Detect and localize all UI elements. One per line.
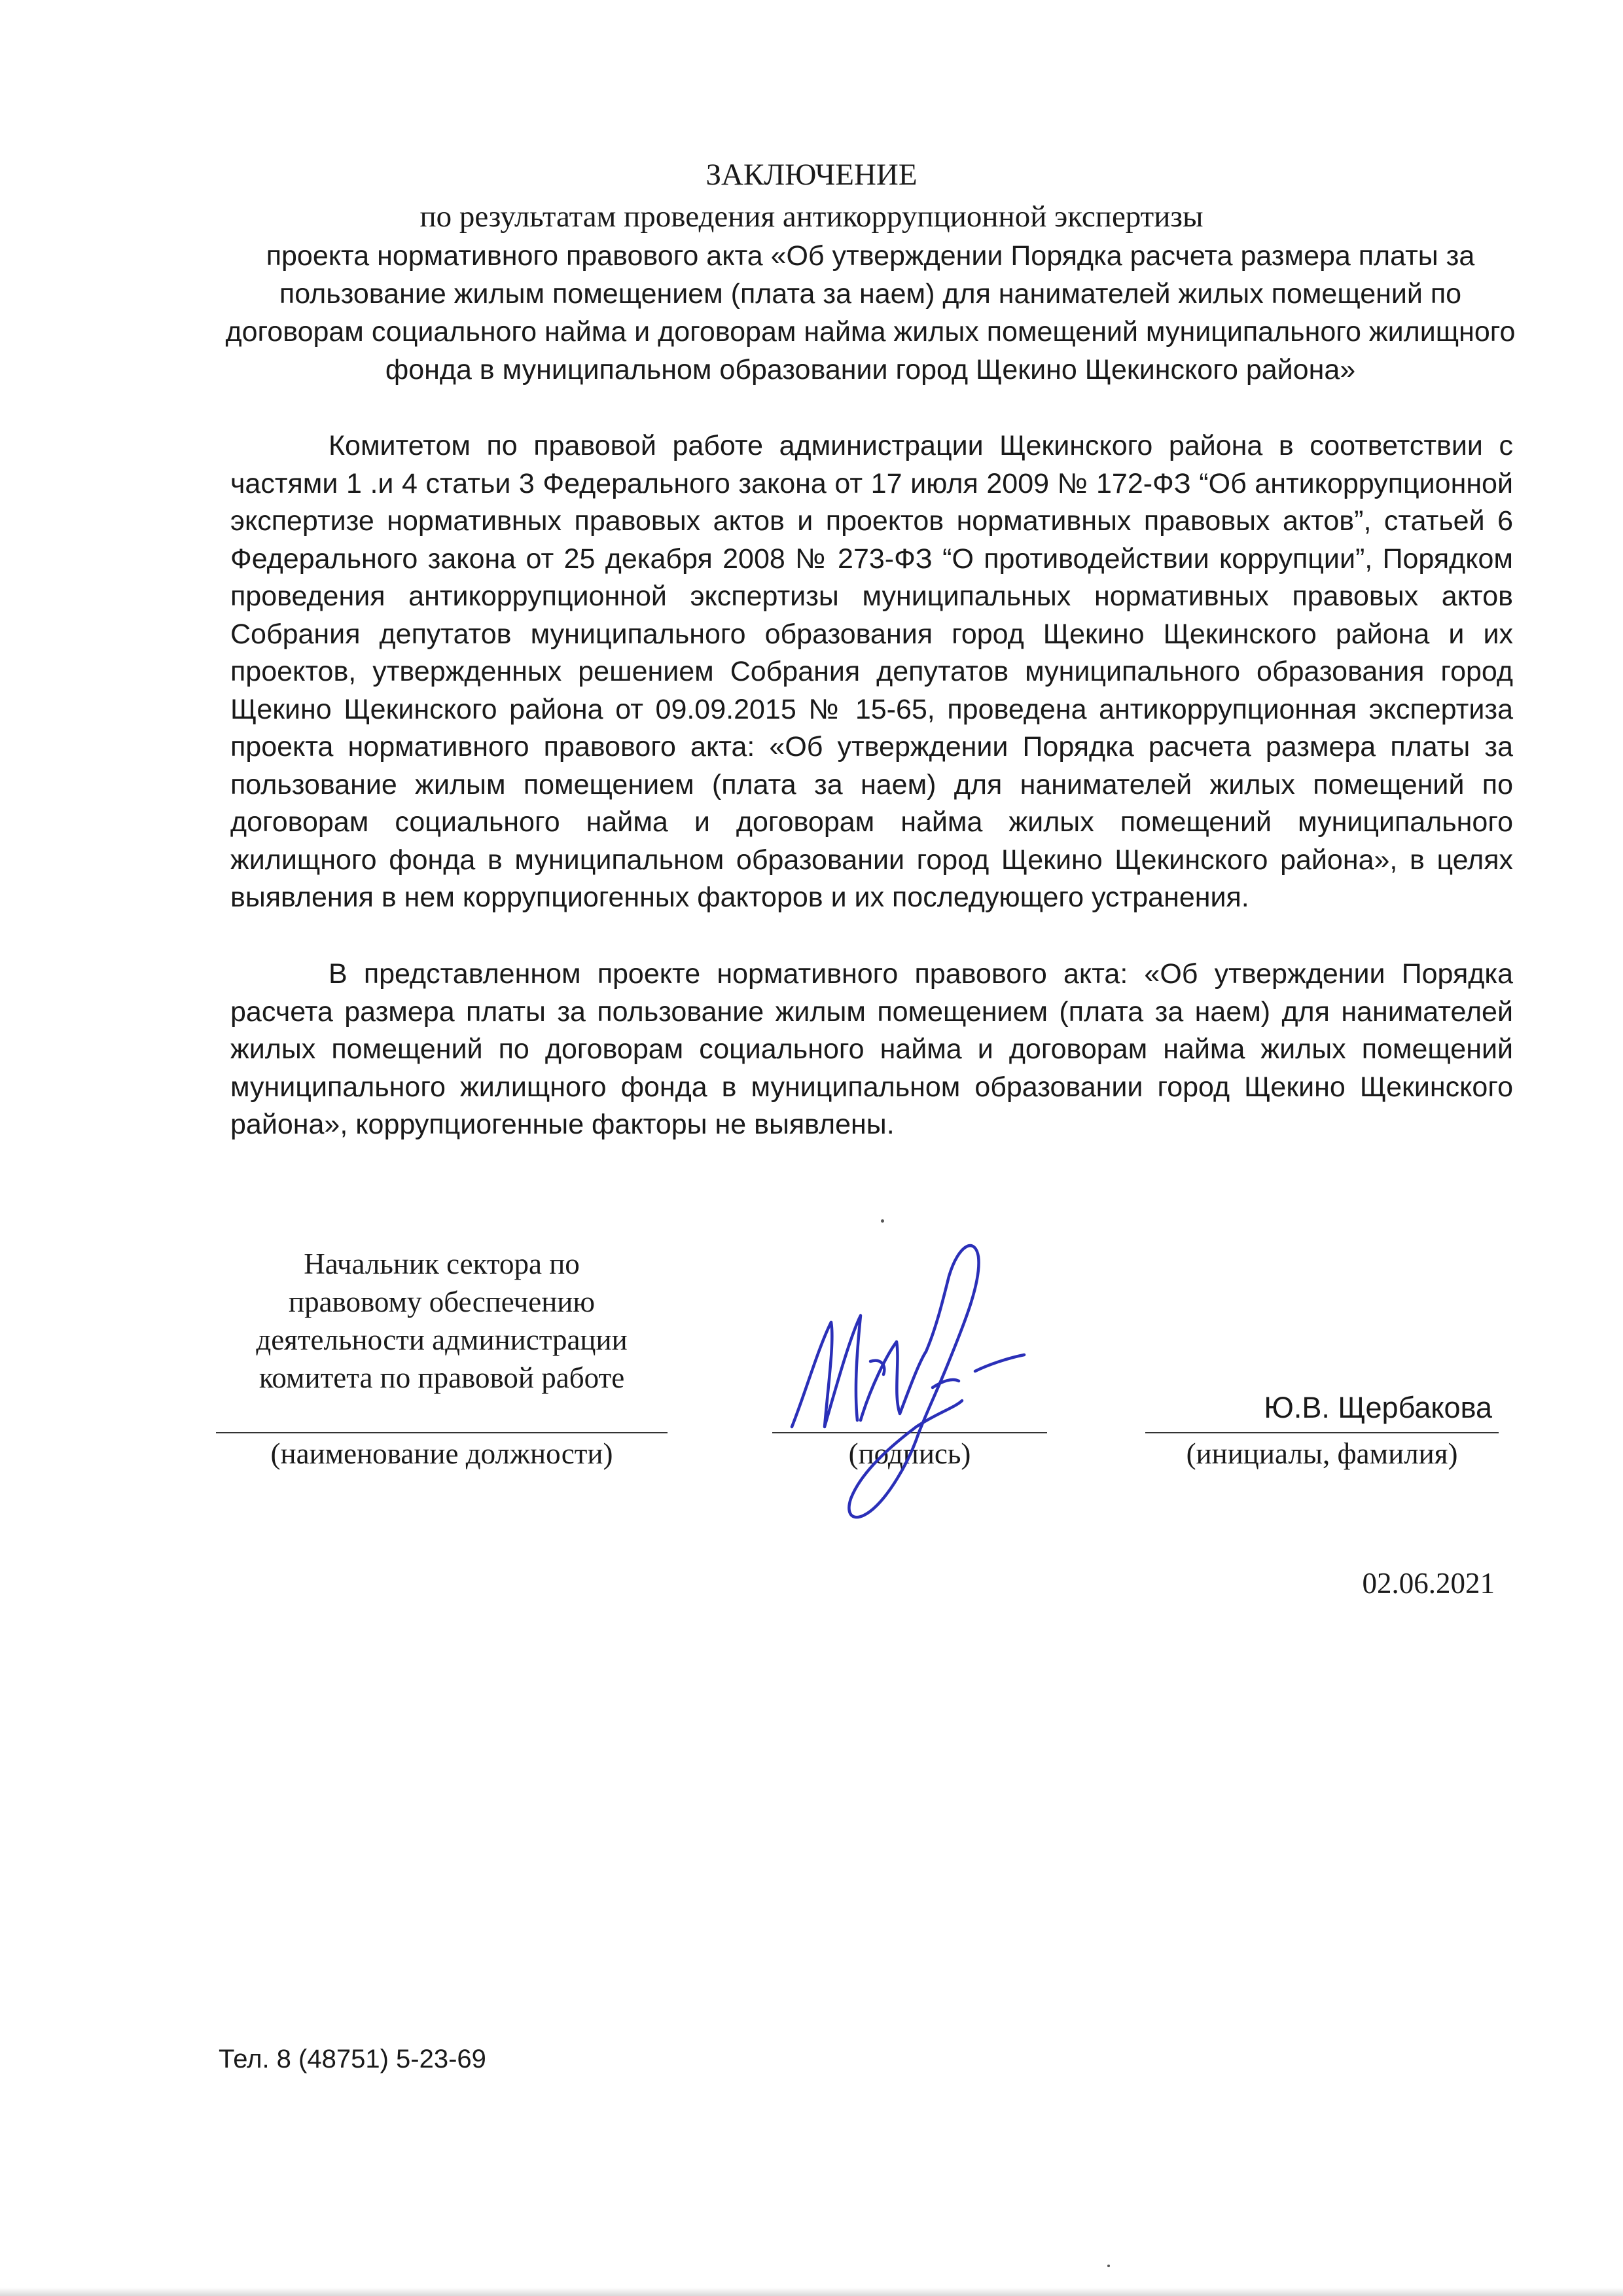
contact-phone: Тел. 8 (48751) 5-23-69: [219, 2045, 486, 2073]
project-title: проекта нормативного правового акта «Об утверждении Порядка расчета размера платы за пользование жилым помещением (плата за наем) для нанимателей жилых помещений по договорам социального найма и договорам найма жилых помещений муниципального жилищного фонда в муниципальном образовании город Щекино Щекинского района»: [225, 240, 1516, 386]
name-underline: [1145, 1432, 1499, 1433]
body-paragraph-conclusion: В представленном проекте нормативного правового акта: «Об утверждении Порядка расчета размера платы за пользование жилым помещением (плата за наем) для нанимателей жилых помещений по договорам социального найма и договорам найма жилых помещений муниципального жилищного фонда в муниципальном образовании город Щекино Щекинского района», коррупциогенные факторы не выявлены.: [230, 958, 1513, 1140]
signer-position: [216, 1245, 668, 1397]
document-subheading: по результатам проведения антикоррупционной экспертизы: [419, 200, 1204, 234]
scan-speck: [1107, 2265, 1110, 2267]
position-caption: (наименование должности): [270, 1437, 613, 1470]
name-caption: (инициалы, фамилия): [1186, 1437, 1458, 1470]
scan-bottom-edge: [0, 2287, 1623, 2296]
handwritten-signature: [772, 1230, 1047, 1558]
signature-caption: (подпись): [848, 1437, 971, 1470]
body-paragraph-expertise: Комитетом по правовой работе администрации Щекинского района в соответствии с частями 1 .и 4 статьи 3 Федерального закона от 17 июля 2009 № 172-ФЗ “Об антикоррупционной экспертизе нормативных правовых актов и проектов нормативных правовых актов”, статьей 6 Федерального закона от 25 декабря 2008 № 273-ФЗ “О противодействии коррупции”, Порядком проведения антикоррупционной экспертизы муниципальных нормативных правовых актов Собрания депутатов муниципального образования город Щекино Щекинского района и их проектов, утвержденных решением Собрания депутатов муниципального образования город Щекино Щекинского района от 09.09.2015 № 15-65, проведена антикоррупционная экспертиза проекта нормативного правового акта: «Об утверждении Порядка расчета размера платы за пользование жилым помещением (плата за наем) для нанимателей жилых помещений по договорам социального найма и договорам найма жилых помещений муниципального жилищного фонда в муниципальном образовании город Щекино Щекинского района», в целях выявления в нем коррупциогенных факторов и их последующего устранения.: [230, 430, 1513, 913]
position-line: Начальник сектора по: [304, 1247, 580, 1280]
position-line: правовому обеспечению: [289, 1285, 595, 1318]
document-heading: ЗАКЛЮЧЕНИЕ: [705, 158, 918, 192]
position-line: деятельности администрации: [256, 1323, 628, 1356]
signer-name: Ю.В. Щербакова: [1264, 1391, 1492, 1424]
position-line: комитета по правовой работе: [259, 1361, 625, 1394]
document-date: 02.06.2021: [1362, 1567, 1495, 1600]
scan-speck: [881, 1219, 884, 1223]
position-underline: [216, 1432, 668, 1433]
